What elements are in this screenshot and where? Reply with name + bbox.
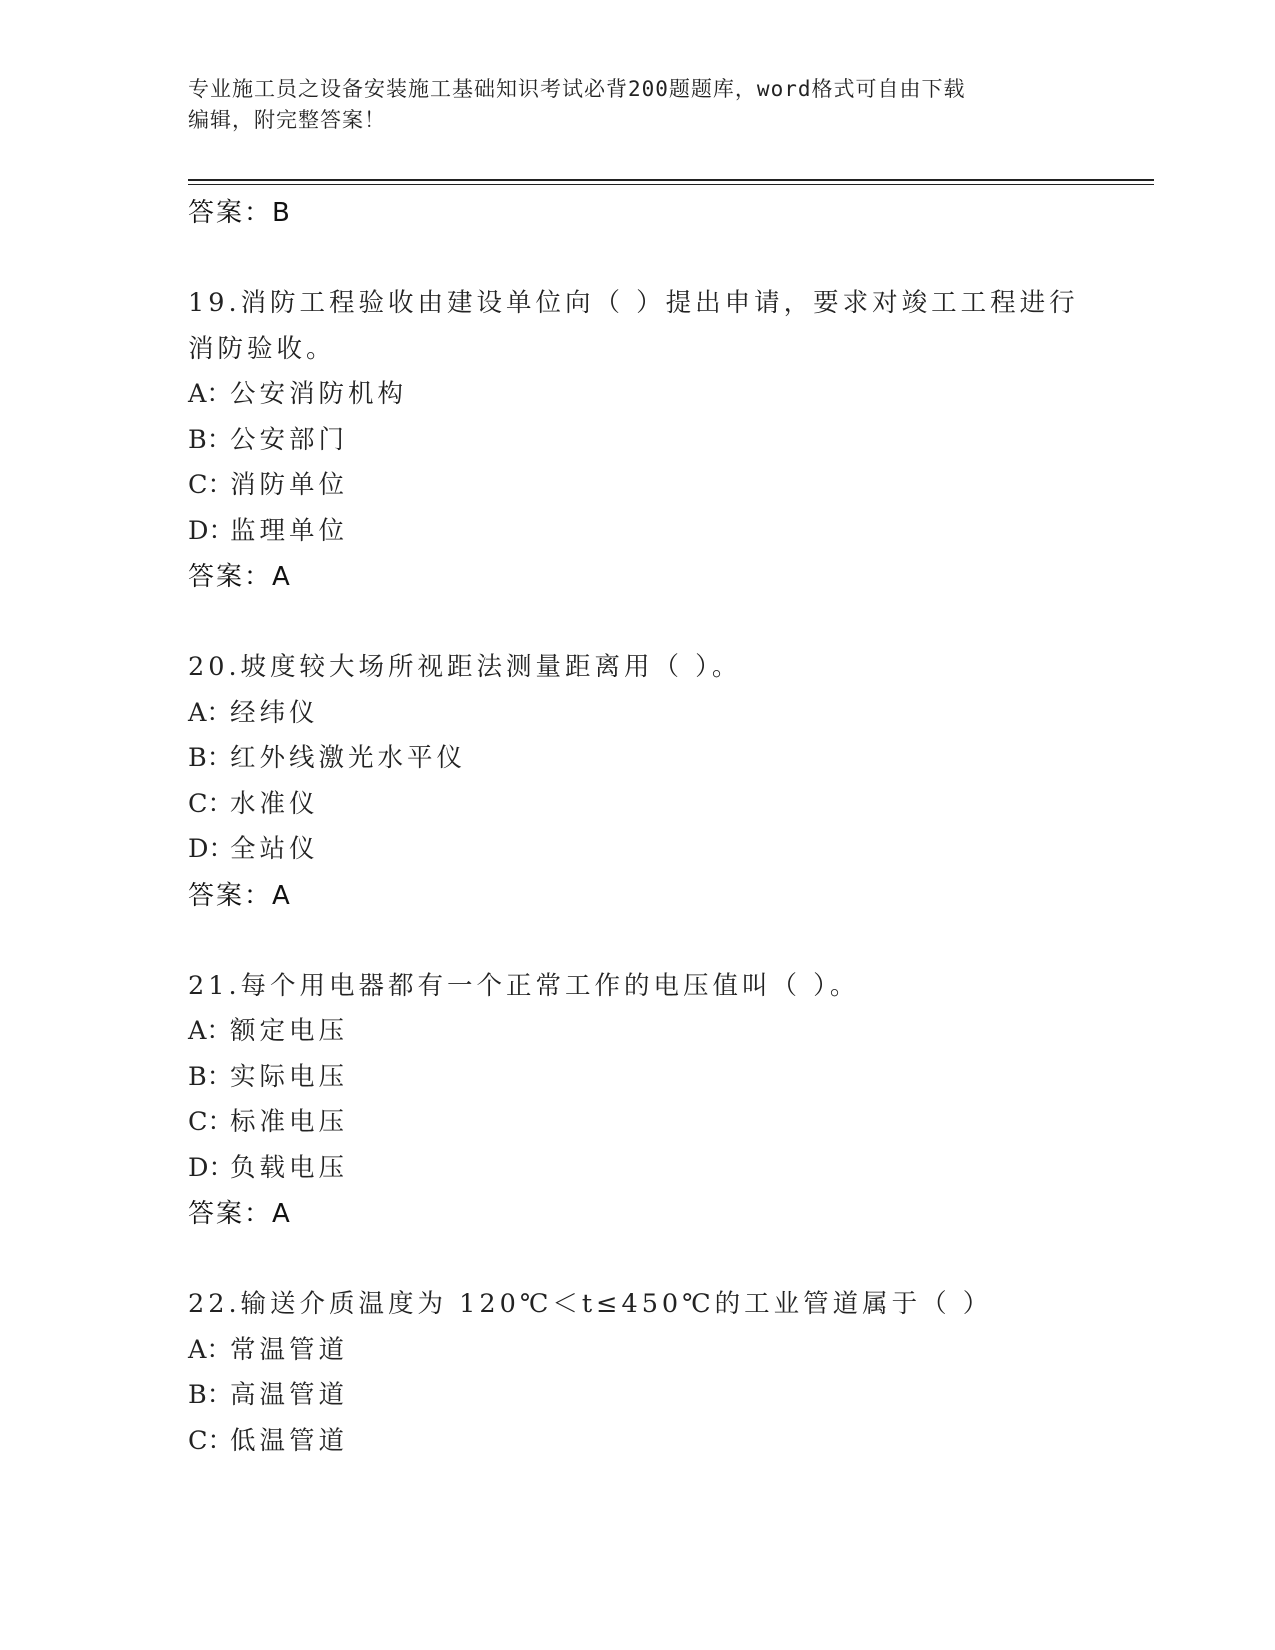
option-row (188, 1328, 1148, 1374)
option-row (188, 1146, 1148, 1192)
option-key: A： (188, 697, 232, 728)
option-row (188, 1419, 1148, 1465)
question-block (188, 281, 1148, 600)
option-text: 消防单位 (230, 470, 349, 500)
question-block (188, 964, 1148, 1238)
option-key: D： (188, 834, 234, 864)
option-row (188, 827, 1148, 873)
answer-value: B (272, 198, 292, 228)
option-text: 公安消防机构 (230, 379, 408, 409)
option-text: 监理单位 (230, 515, 349, 546)
option-text: 低温管道 (230, 1425, 349, 1456)
option-key: B： (188, 1380, 233, 1410)
option-text: 额定电压 (230, 1016, 349, 1046)
option-row (188, 509, 1148, 555)
header-line-1: 专业施工员之设备安装施工基础知识考试必背200题题库，word格式可自由下载 (188, 77, 966, 101)
option-key: C： (188, 1107, 234, 1137)
answer-label: 答案： (188, 880, 273, 911)
option-key: A： (188, 1334, 232, 1365)
option-key: C： (188, 470, 234, 500)
option-row (188, 1055, 1148, 1101)
answer-line (188, 1191, 1148, 1237)
option-key: B： (188, 743, 233, 773)
option-row (188, 1009, 1148, 1055)
question-stem: 消防验收。 (188, 333, 336, 364)
answer-line (188, 554, 1148, 600)
option-row (188, 418, 1148, 464)
question-list (188, 190, 1148, 1464)
option-row (188, 1373, 1148, 1419)
option-key: C： (188, 1425, 234, 1456)
option-row (188, 463, 1148, 509)
question-stem: 21.每个用电器都有一个正常工作的电压值叫（ ）。 (188, 970, 860, 1001)
option-key: A： (188, 379, 232, 409)
header-rule-thin (188, 184, 1154, 185)
question-stem: 22.输送介质温度为 120℃＜t≤450℃的工业管道属于（ ） (188, 1289, 993, 1319)
question-stem: 20.坡度较大场所视距法测量距离用（ ）。 (188, 652, 742, 682)
question-block (188, 645, 1148, 919)
option-row (188, 736, 1148, 782)
answer-value: A (272, 562, 292, 592)
answer-label: 答案： (188, 1199, 273, 1229)
option-text: 高温管道 (230, 1380, 349, 1410)
document-header (188, 74, 1068, 136)
option-text: 红外线激光水平仪 (230, 743, 467, 773)
option-text: 负载电压 (230, 1152, 349, 1183)
option-row (188, 691, 1148, 737)
option-key: C： (188, 788, 234, 819)
option-text: 全站仪 (230, 834, 319, 864)
option-text: 水准仪 (230, 788, 319, 819)
answer-label: 答案： (188, 198, 273, 228)
option-key: A： (188, 1016, 232, 1046)
option-text: 常温管道 (230, 1334, 349, 1365)
header-line-2: 编辑，附完整答案！ (188, 108, 386, 132)
answer-value: A (272, 880, 292, 911)
answer-value: A (272, 1199, 292, 1229)
option-row (188, 372, 1148, 418)
option-text: 实际电压 (230, 1061, 349, 1092)
answer-label: 答案： (188, 562, 273, 592)
option-text: 标准电压 (230, 1107, 349, 1137)
header-rule-thick (188, 179, 1154, 181)
option-text: 经纬仪 (230, 697, 319, 728)
option-row (188, 1100, 1148, 1146)
option-key: B： (188, 424, 233, 455)
answer-line (188, 190, 1148, 236)
question-block (188, 1282, 1148, 1464)
option-row (188, 782, 1148, 828)
answer-line (188, 873, 1148, 919)
option-text: 公安部门 (230, 424, 349, 455)
option-key: D： (188, 1152, 234, 1183)
option-key: D： (188, 515, 234, 546)
question-stem: 19.消防工程验收由建设单位向（ ）提出申请，要求对竣工工程进行 (188, 288, 1079, 318)
option-key: B： (188, 1061, 233, 1092)
